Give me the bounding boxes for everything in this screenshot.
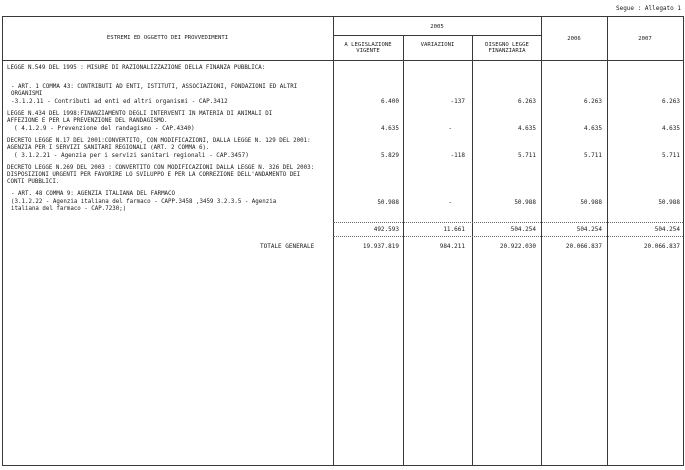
section-4-subtitle: - ART. 48 COMMA 9: AGENZIA ITALIANA DEL FARMACO <box>11 191 176 197</box>
year-2005-underline <box>333 35 541 36</box>
col-header-2006: 2006 <box>567 36 581 42</box>
subtotal-2006: 504.254 <box>576 226 602 233</box>
section-1-disegno: 6.263 <box>517 98 536 105</box>
section-2-item: ( 4.1.2.9 - Prevenzione del randagismo - CAP.4340) <box>14 125 195 132</box>
col-divider-3 <box>472 35 473 466</box>
col-divider-4 <box>541 16 542 466</box>
total-2007: 20.066.837 <box>643 243 680 250</box>
subtotal-2007: 504.254 <box>654 226 680 233</box>
subtotal-legislazione: 492.593 <box>373 226 399 233</box>
section-2-2007: 4.635 <box>661 125 680 132</box>
section-4-title: DECRETO LEGGE N.269 DEL 2003 : CONVERTITO CON MODIFICAZIONI DALLA LEGGE N. 326 DEL 2003: DISPOSIZIONI URGENTI PER FAVORIRE LO SVILUPPO E PER LA CORREZIONE DELL'ANDAMENTO DEI CONTI PUBBLICI. <box>7 165 315 186</box>
section-2-variazioni: - <box>448 125 452 132</box>
section-4-legislazione: 50.988 <box>377 199 399 206</box>
table-left-border <box>2 16 3 466</box>
total-legislazione: 19.937.819 <box>362 243 399 250</box>
col-header-2007: 2007 <box>638 36 652 42</box>
section-3-legislazione: 5.829 <box>380 152 399 159</box>
table-bottom-border <box>2 465 683 466</box>
section-4-variazioni: - <box>448 199 452 206</box>
section-4-item: (3.1.2.22 - Agenzia italiana del farmaco - CAPP.3458 ,3459 3.2.3.5 - Agenzia italiana del farmaco - CAP.7230;) <box>11 199 277 213</box>
col-divider-5 <box>607 16 608 466</box>
section-1-2006: 6.263 <box>583 98 602 105</box>
section-1-variazioni: -137 <box>450 98 465 105</box>
total-2006: 20.066.837 <box>565 243 602 250</box>
section-3-title: DECRETO LEGGE N.17 DEL 2001:CONVERTITO, CON MODIFICAZIONI, DALLA LEGGE N. 129 DEL 2001: AGENZIA PER I SERVIZI SANITARI REGIONALI (ART. 2 COMMA 6). <box>7 138 311 152</box>
section-3-item: ( 3.1.2.21 - Agenzia per i servizi sanitari regionali - CAP.3457) <box>14 152 249 159</box>
total-variazioni: 984.211 <box>439 243 465 250</box>
subtotal-variazioni: 11.661 <box>443 226 465 233</box>
section-2-2006: 4.635 <box>583 125 602 132</box>
total-label: TOTALE GENERALE <box>260 243 315 250</box>
col-divider-2 <box>403 35 404 466</box>
section-3-2007: 5.711 <box>661 152 680 159</box>
section-2-legislazione: 4.635 <box>380 125 399 132</box>
col-header-estremi: ESTREMI ED OGGETTO DEI PROVVEDIMENTI <box>106 35 229 41</box>
section-3-2006: 5.711 <box>583 152 602 159</box>
section-2-title: LEGGE N.434 DEL 1998:FINANZIAMENTO DEGLI INTERVENTI IN MATERIA DI ANIMALI DI AFFEZIONE E PER LA PREVENZIONE DEL RANDAGISMO. <box>7 111 273 125</box>
section-2-disegno: 4.635 <box>517 125 536 132</box>
subtotal-top-rule <box>333 222 683 223</box>
section-1-item: -3.1.2.11 - Contributi ad enti ed altri organismi - CAP.3412 <box>11 98 228 105</box>
total-disegno: 20.922.030 <box>499 243 536 250</box>
section-4-2006: 50.988 <box>580 199 602 206</box>
header-bottom-border <box>2 60 683 61</box>
col-header-2005: 2005 <box>430 24 444 30</box>
section-3-variazioni: -118 <box>450 152 465 159</box>
section-1-legislazione: 6.400 <box>380 98 399 105</box>
section-1-title: LEGGE N.549 DEL 1995 : MISURE DI RAZIONALIZZAZIONE DELLA FINANZA PUBBLICA: <box>7 65 266 71</box>
section-3-disegno: 5.711 <box>517 152 536 159</box>
section-1-2007: 6.263 <box>661 98 680 105</box>
col-header-disegno: DISEGNO LEGGE FINANZIARIA <box>485 42 529 55</box>
col-header-a-legislazione: A LEGISLAZIONE VIGENTE <box>344 42 392 55</box>
section-4-disegno: 50.988 <box>514 199 536 206</box>
subtotal-disegno: 504.254 <box>510 226 536 233</box>
subtotal-bottom-rule <box>333 236 683 237</box>
section-4-2007: 50.988 <box>658 199 680 206</box>
table-top-border <box>2 16 683 17</box>
section-1-subtitle: - ART. 1 COMMA 43: CONTRIBUTI AD ENTI, ISTITUTI, ASSOCIAZIONI, FONDAZIONI ED ALTRI ORGANISMI <box>11 84 298 98</box>
col-header-variazioni: VARIAZIONI <box>420 42 455 48</box>
page-header-note: Segue : Allegato 1 <box>615 5 681 12</box>
table-right-border <box>683 16 684 466</box>
col-divider-1 <box>333 16 334 466</box>
